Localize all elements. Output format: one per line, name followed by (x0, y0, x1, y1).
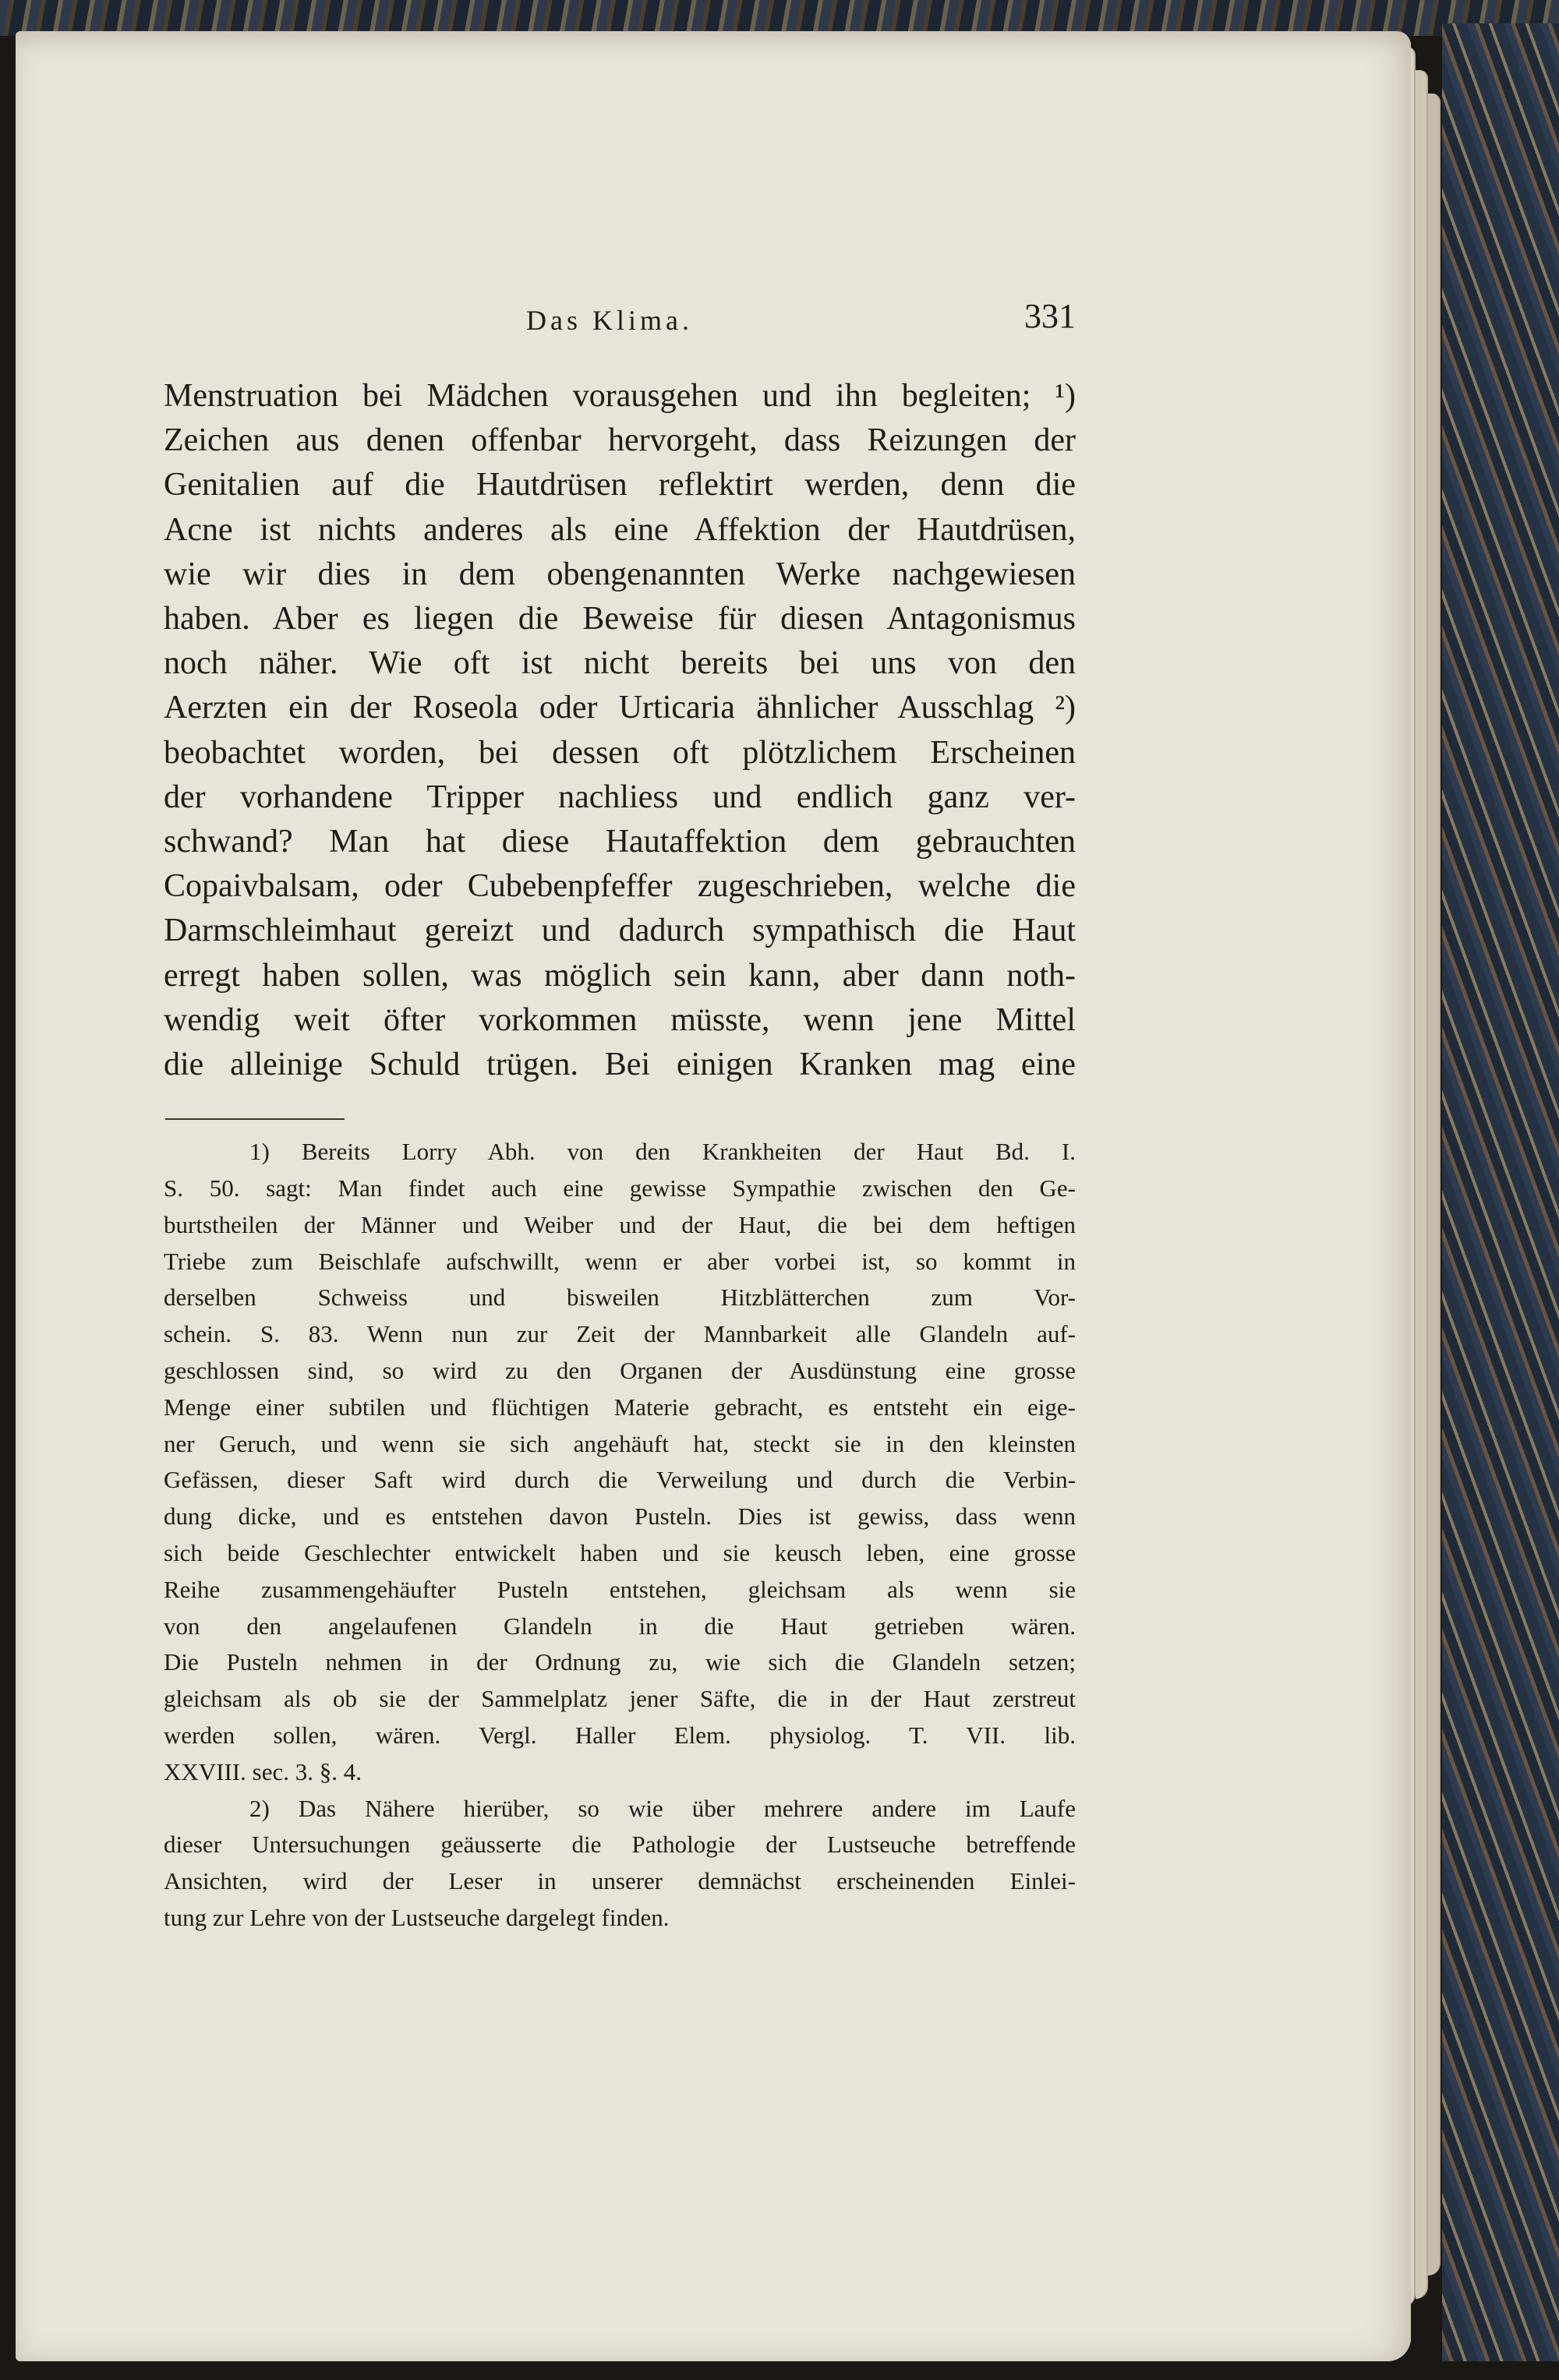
footnote-line: tung zur Lehre von der Lustseuche dargelegt finden. (164, 1903, 670, 1931)
page-text-block (164, 281, 1076, 1937)
footnote-line: Menge einer subtilen und flüchtigen Materie gebracht, es entsteht ein eige- (164, 1393, 1076, 1421)
footnote-line: schein. S. 83. Wenn nun zur Zeit der Mannbarkeit alle Glandeln auf- (164, 1320, 1076, 1348)
footnote-line: geschlossen sind, so wird zu den Organen der Ausdünstung eine grosse (164, 1357, 1076, 1385)
body-line: Genitalien auf die Hautdrüsen reflektirt werden, denn die (164, 467, 1076, 503)
footnote-line: dung dicke, und es entstehen davon Pusteln. Dies ist gewiss, dass wenn (164, 1503, 1076, 1531)
body-paragraph (164, 374, 1076, 1087)
page-stack-edge (1416, 70, 1428, 2299)
body-line: Aerzten ein der Roseola oder Urticaria ähnlicher Ausschlag ²) (164, 690, 1076, 726)
body-line: der vorhandene Tripper nachliess und endlich ganz ver- (164, 779, 1076, 815)
footnote-line: 1) Bereits Lorry Abh. von den Krankheiten der Haut Bd. I. (249, 1138, 1076, 1166)
footnote-line: ner Geruch, und wenn sie sich angehäuft hat, steckt sie in den kleinsten (164, 1429, 1076, 1457)
footnote-line: dieser Untersuchungen geäusserte die Pathologie der Lustseuche betreffende (164, 1831, 1076, 1859)
footnote-rule (165, 1118, 345, 1120)
footnote-line: Ansichten, wird der Leser in unserer demnächst erscheinenden Einlei- (164, 1867, 1076, 1895)
page-stack-edge (1428, 94, 1441, 2276)
footnote-line: Die Pusteln nehmen in der Ordnung zu, wie sich die Glandeln setzen; (164, 1648, 1076, 1676)
body-line: Darmschleimhaut gereizt und dadurch sympathisch die Haut (164, 913, 1076, 949)
body-line: noch näher. Wie oft ist nicht bereits bei uns von den (164, 645, 1076, 682)
footnote-line: werden sollen, wären. Vergl. Haller Elem. physiolog. T. VII. lib. (164, 1721, 1076, 1749)
body-line: Copaivbalsam, oder Cubebenpfeffer zugeschrieben, welche die (164, 868, 1076, 905)
body-line: die alleinige Schuld trügen. Bei einigen Kranken mag eine (164, 1047, 1076, 1083)
footnote-line: XXVIII. sec. 3. §. 4. (164, 1757, 362, 1785)
footnote-line: Triebe zum Beischlafe aufschwillt, wenn er aber vorbei ist, so kommt in (164, 1247, 1076, 1275)
footnote-line: derselben Schweiss und bisweilen Hitzblätterchen zum Vor- (164, 1284, 1076, 1312)
body-line: wendig weit öfter vorkommen müsste, wenn jene Mittel (164, 1001, 1076, 1038)
footnote-line: gleichsam als ob sie der Sammelplatz jener Säfte, die in der Haut zerstreut (164, 1685, 1076, 1713)
body-line: Menstruation bei Mädchen vorausgehen und ihn begleiten; ¹) (164, 378, 1076, 414)
footnote-line: Reihe zusammengehäufter Pusteln entstehen, gleichsam als wenn sie (164, 1575, 1076, 1603)
footnote-line: S. 50. sagt: Man findet auch eine gewisse Sympathie zwischen den Ge- (164, 1174, 1076, 1202)
footnote-line: Gefässen, dieser Saft wird durch die Verweilung und durch die Verbin- (164, 1466, 1076, 1494)
body-line: haben. Aber es liegen die Beweise für diesen Antagonismus (164, 601, 1076, 637)
body-line: erregt haben sollen, was möglich sein kann, aber dann noth- (164, 957, 1076, 994)
footnotes (164, 1134, 1076, 1937)
running-head: Das Klima. (526, 305, 693, 336)
page-header (164, 281, 1076, 358)
body-line: schwand? Man hat diese Hautaffektion dem gebrauchten (164, 824, 1076, 860)
footnote-line: burtstheilen der Männer und Weiber und der Haut, die bei dem heftigen (164, 1210, 1076, 1238)
body-line: Acne ist nichts anderes als eine Affektion der Hautdrüsen, (164, 511, 1076, 548)
body-line: wie wir dies in dem obengenannten Werke nachgewiesen (164, 556, 1076, 592)
footnote-line: sich beide Geschlechter entwickelt haben und sie keusch leben, eine grosse (164, 1539, 1076, 1567)
footnote-line: von den angelaufenen Glandeln in die Haut getrieben wären. (164, 1612, 1076, 1640)
page-number: 331 (1024, 297, 1076, 335)
marbled-cover-edge (1442, 23, 1559, 2361)
body-line: Zeichen aus denen offenbar hervorgeht, dass Reizungen der (164, 422, 1076, 459)
footnote-line: 2) Das Nähere hierüber, so wie über mehrere andere im Laufe (249, 1794, 1076, 1822)
body-line: beobachtet worden, bei dessen oft plötzlichem Erscheinen (164, 734, 1076, 771)
